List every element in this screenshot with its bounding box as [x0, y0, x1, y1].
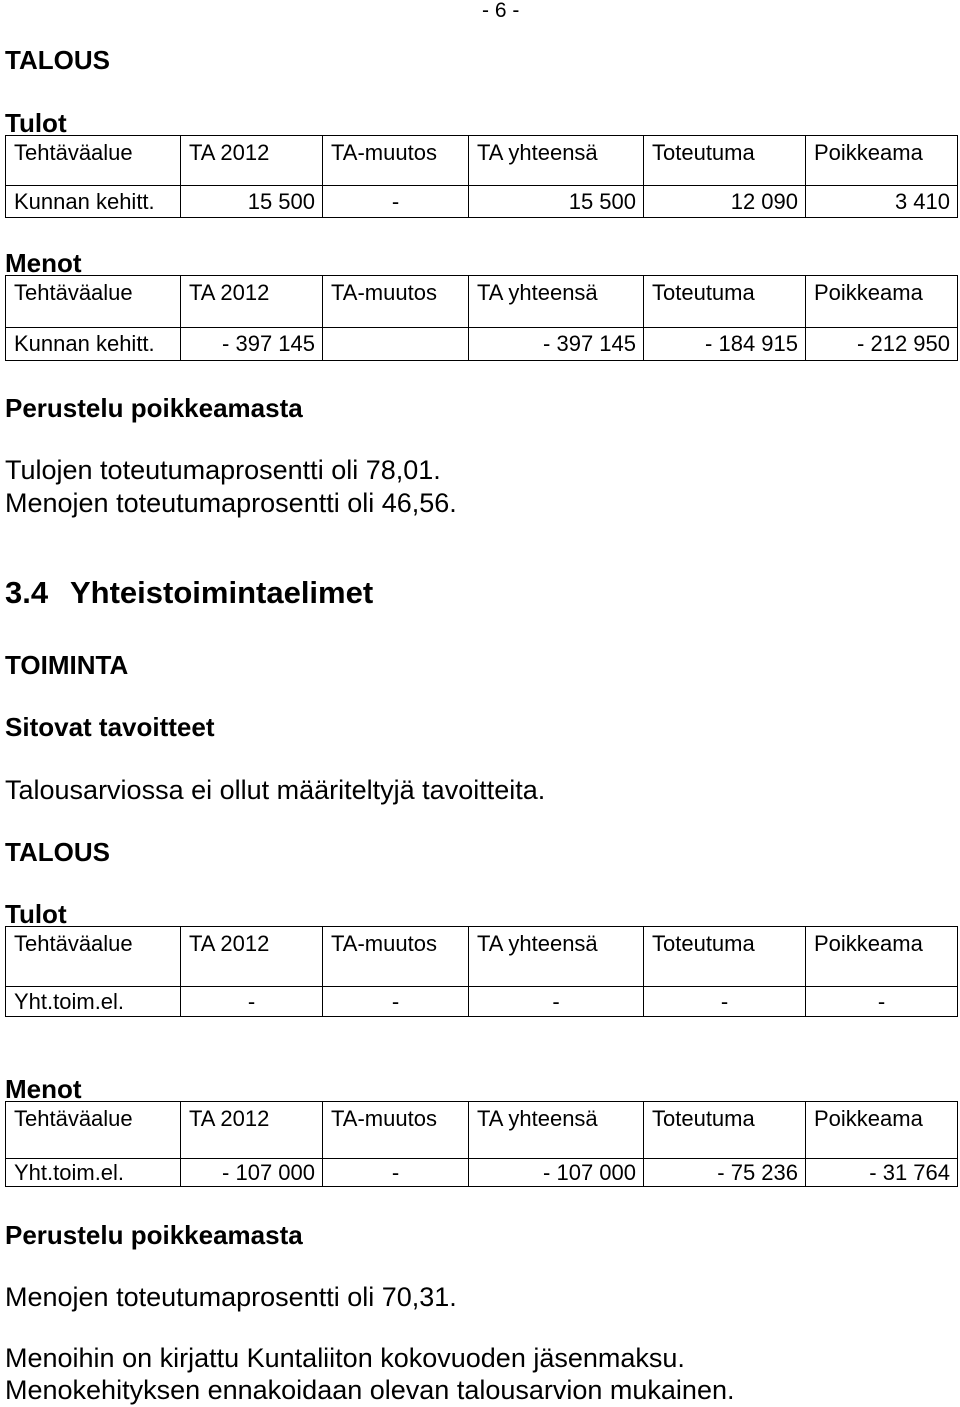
sitovat-tavoitteet-text: Talousarviossa ei ollut määriteltyjä tavoitteita. — [5, 775, 546, 805]
table-header-cell: TA yhteensä — [469, 927, 644, 987]
section-number: 3.4 — [5, 575, 49, 610]
table-data-cell: - — [469, 987, 644, 1017]
table-header-cell: Poikkeama — [806, 927, 958, 987]
table-data-cell: - 184 915 — [644, 328, 806, 361]
table-data-cell: - 31 764 — [806, 1159, 958, 1187]
table-header-cell: TA 2012 — [181, 136, 323, 186]
table-data-cell: 3 410 — [806, 186, 958, 218]
perustelu-text: Menokehityksen ennakoidaan olevan talousarvion mukainen. — [5, 1375, 735, 1405]
table-data-cell: - 397 145 — [181, 328, 323, 361]
table-header-row — [6, 276, 958, 328]
table-header-cell: Tehtäväalue — [6, 1102, 181, 1159]
table-data-cell: Kunnan kehitt. — [6, 328, 181, 361]
table-data-cell: - 107 000 — [469, 1159, 644, 1187]
table-header-cell: Toteutuma — [644, 1102, 806, 1159]
perustelu-text: Menojen toteutumaprosentti oli 46,56. — [5, 488, 457, 518]
table-data-cell: - — [806, 987, 958, 1017]
table-header-cell: Poikkeama — [806, 136, 958, 186]
table-data-cell: 15 500 — [181, 186, 323, 218]
table-data-cell: - 212 950 — [806, 328, 958, 361]
table-header-cell: TA yhteensä — [469, 136, 644, 186]
section-heading — [5, 575, 505, 611]
table-header-cell: TA 2012 — [181, 276, 323, 328]
table-header-row — [6, 136, 958, 186]
table-data-row — [6, 987, 958, 1017]
table-header-row — [6, 927, 958, 987]
menot-table — [5, 275, 958, 361]
tulot-heading: Tulot — [5, 108, 67, 138]
toiminta-heading: TOIMINTA — [5, 650, 129, 680]
table-header-cell: TA yhteensä — [469, 1102, 644, 1159]
page-number: - 6 - — [482, 0, 520, 22]
menot-heading: Menot — [5, 248, 82, 278]
table-header-cell: TA yhteensä — [469, 276, 644, 328]
table-header-cell: TA 2012 — [181, 927, 323, 987]
table-data-cell: - — [323, 186, 469, 218]
perustelu-text: Menoihin on kirjattu Kuntaliiton kokovuoden jäsenmaksu. — [5, 1343, 685, 1373]
table-header-row — [6, 1102, 958, 1159]
perustelu-heading: Perustelu poikkeamasta — [5, 393, 303, 423]
sitovat-tavoitteet-heading: Sitovat tavoitteet — [5, 712, 215, 742]
table-data-cell: - 75 236 — [644, 1159, 806, 1187]
table-data-cell: Kunnan kehitt. — [6, 186, 181, 218]
table-header-cell: TA-muutos — [323, 927, 469, 987]
table-header-cell: Poikkeama — [806, 276, 958, 328]
perustelu-heading: Perustelu poikkeamasta — [5, 1220, 303, 1250]
table-data-cell: - 107 000 — [181, 1159, 323, 1187]
table-data-cell: Yht.toim.el. — [6, 987, 181, 1017]
perustelu-text: Tulojen toteutumaprosentti oli 78,01. — [5, 455, 441, 485]
table-header-cell: Toteutuma — [644, 136, 806, 186]
table-header-cell: TA-muutos — [323, 276, 469, 328]
tulot-table — [5, 926, 958, 1017]
table-header-cell: Tehtäväalue — [6, 927, 181, 987]
table-header-cell: TA-muutos — [323, 1102, 469, 1159]
table-header-cell: TA-muutos — [323, 136, 469, 186]
table-data-cell — [323, 328, 469, 361]
perustelu-text: Menojen toteutumaprosentti oli 70,31. — [5, 1282, 457, 1312]
table-data-row — [6, 186, 958, 218]
table-header-cell: Toteutuma — [644, 276, 806, 328]
table-header-cell: Toteutuma — [644, 927, 806, 987]
table-header-cell: TA 2012 — [181, 1102, 323, 1159]
talous-heading: TALOUS — [5, 45, 110, 75]
menot-heading: Menot — [5, 1074, 82, 1104]
menot-table — [5, 1101, 958, 1187]
tulot-table — [5, 135, 958, 218]
table-data-row — [6, 328, 958, 361]
table-data-cell: 12 090 — [644, 186, 806, 218]
table-header-cell: Tehtäväalue — [6, 276, 181, 328]
table-header-cell: Poikkeama — [806, 1102, 958, 1159]
table-data-row — [6, 1159, 958, 1187]
table-data-cell: - — [323, 1159, 469, 1187]
section-title: Yhteistoimintaelimet — [70, 575, 374, 610]
table-data-cell: Yht.toim.el. — [6, 1159, 181, 1187]
table-data-cell: - — [181, 987, 323, 1017]
table-data-cell: - 397 145 — [469, 328, 644, 361]
talous-heading: TALOUS — [5, 837, 110, 867]
table-data-cell: 15 500 — [469, 186, 644, 218]
table-data-cell: - — [644, 987, 806, 1017]
tulot-heading: Tulot — [5, 899, 67, 929]
table-header-cell: Tehtäväalue — [6, 136, 181, 186]
table-data-cell: - — [323, 987, 469, 1017]
